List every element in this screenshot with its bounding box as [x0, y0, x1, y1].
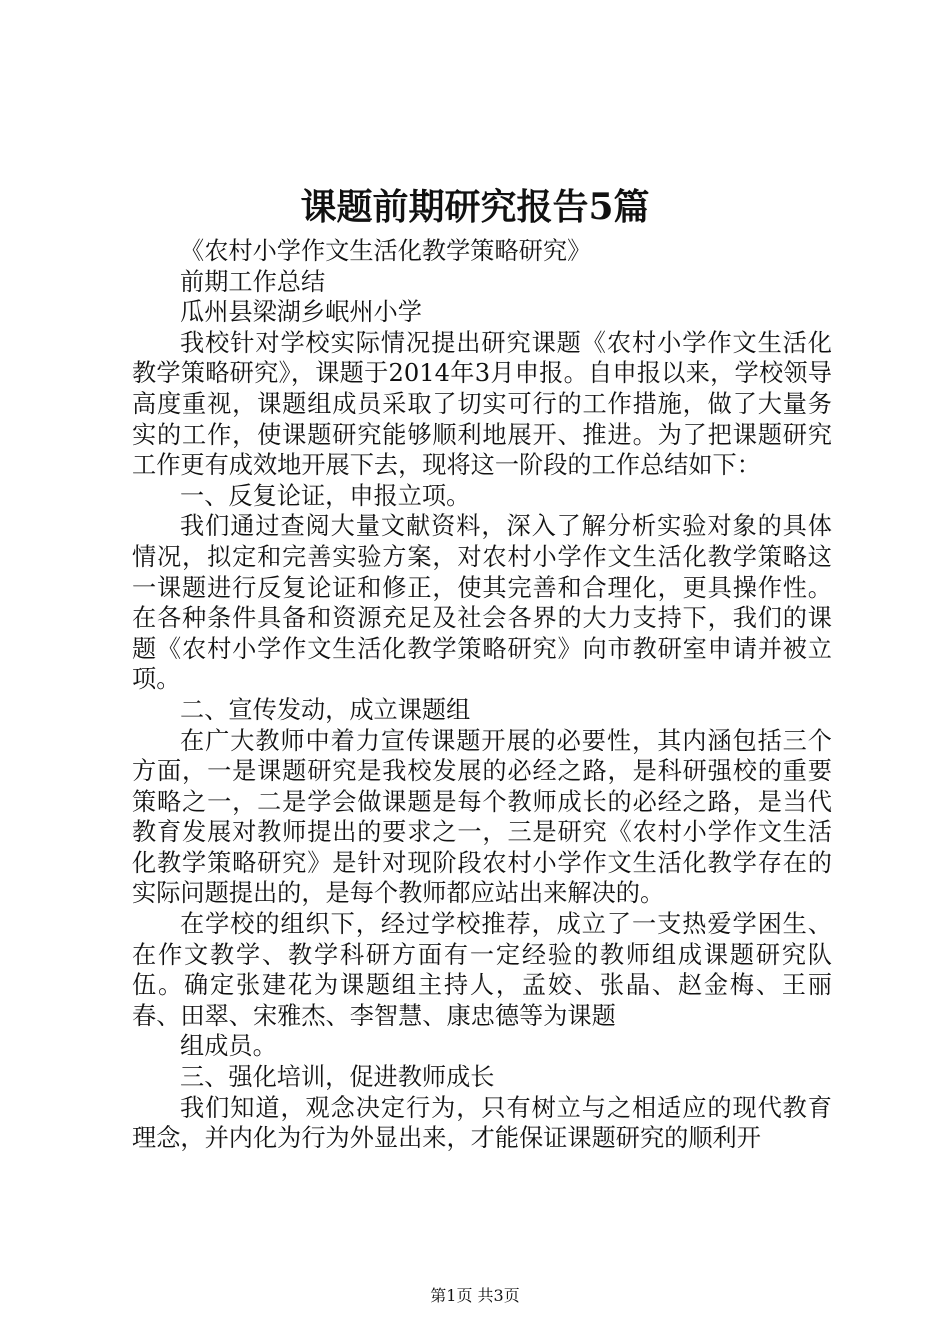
section-heading-2: 二、宣传发动，成立课题组: [180, 695, 471, 724]
paragraph-introduction: 我校针对学校实际情况提出研究课题《农村小学作文生活化教学策略研究》，课题于2014年3月申报。自申报以来，学校领导高度重视，课题组成员采取了切实可行的工作措施，做了大量务实的工作，使课题研究能够顺利地展开、推进。为了把课题研究工作更有成效地开展下去，现将这一阶段的工作总结如下：: [132, 328, 832, 480]
section-heading-3: 三、强化培训，促进教师成长: [180, 1063, 495, 1092]
paragraph-section-2a: 在广大教师中着力宣传课题开展的必要性，其内涵包括三个方面，一是课题研究是我校发展的必经之路，是科研强校的重要策略之一，二是学会做课题是每个教师成长的必经之路，是当代教育发展对教师提出的要求之一，三是研究《农村小学作文生活化教学策略研究》是针对现阶段农村小学作文生活化教学存在的实际问题提出的，是每个教师都应站出来解决的。: [132, 726, 832, 908]
section-heading-1: 一、反复论证，申报立项。: [180, 481, 471, 510]
paragraph-school-name: 瓜州县梁湖乡岷州小学: [180, 298, 422, 327]
paragraph-subtitle: 前期工作总结: [180, 267, 326, 296]
paragraph-section-1: 我们通过查阅大量文献资料，深入了解分析实验对象的具体情况，拟定和完善实验方案，对农村小学作文生活化教学策略这一课题进行反复论证和修正，使其完善和合理化，更具操作性。在各种条件具备和资源充足及社会各界的大力支持下，我们的课题《农村小学作文生活化教学策略研究》向市教研室申请并被立项。: [132, 512, 832, 694]
paragraph-section-2b: 在学校的组织下，经过学校推荐，成立了一支热爱学困生、在作文教学、教学科研方面有一定经验的教师组成课题研究队伍。确定张建花为课题组主持人，孟姣、张晶、赵金梅、王丽春、田翠、宋雅杰、李智慧、康忠德等为课题: [132, 910, 832, 1030]
paragraph-project-title: 《农村小学作文生活化教学策略研究》: [180, 237, 592, 265]
page-footer: 第1页 共3页: [430, 1286, 520, 1305]
document-body: [132, 236, 832, 1154]
document-title: 课题前期研究报告5篇: [300, 186, 650, 228]
paragraph-section-2c: 组成员。: [180, 1032, 277, 1061]
paragraph-section-3: 我们知道，观念决定行为，只有树立与之相适应的现代教育理念，并内化为行为外显出来，才能保证课题研究的顺利开: [132, 1093, 832, 1153]
